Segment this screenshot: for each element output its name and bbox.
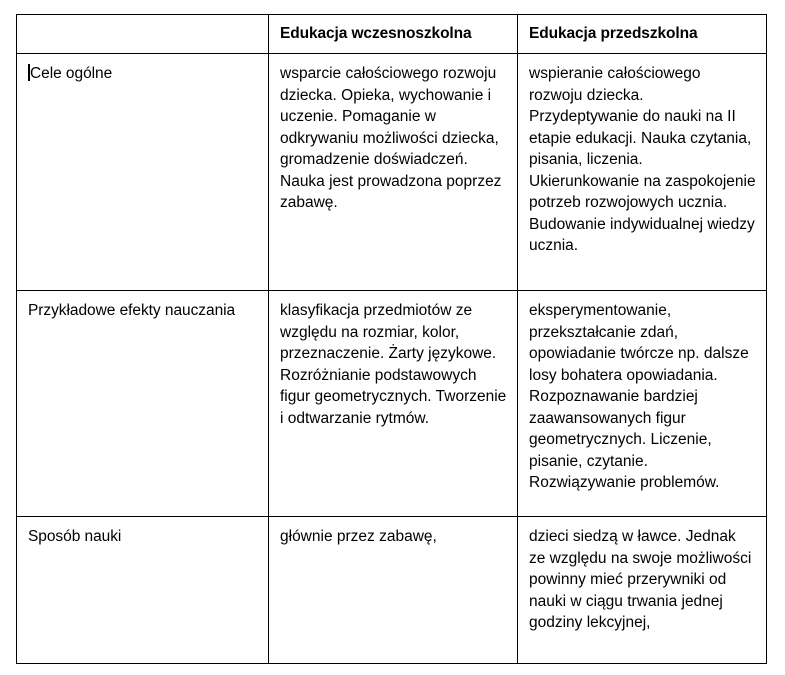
row-label-text: Sposób nauki [28,528,122,545]
comparison-table [16,14,767,664]
table-header [17,15,767,54]
row-label-example-teaching-effects [17,291,269,517]
table-corner-cell [17,15,269,54]
cell-example-effects-preschool [518,291,767,517]
cell-text: głównie przez zabawę, [280,528,437,545]
cell-text: dzieci siedzą w ławce. Jednak ze względu na swoje możliwości powinny mieć przerywniki od nauki w ciągu trwania jednej godziny lekcyjnej, [529,528,752,631]
column-header-early-school-education: Edukacja wczesnoszkolna [269,15,518,54]
cell-general-goals-early-school [269,54,518,291]
table-body [17,54,767,664]
cell-text: wspieranie całościowego rozwoju dziecka. Przydeptywanie do nauki na II etapie edukacji. Nauka czytania, pisania, liczenia. Ukierunkowanie na zaspokojenie potrzeb rozwojowych ucznia. Budowanie indywidualnej wiedzy ucznia. [529,65,756,254]
cell-text: klasyfikacja przedmiotów ze względu na rozmiar, kolor, przeznaczenie. Żarty językowe. Rozróżnianie podstawowych figur geometrycznych. Tworzenie i odtwarzanie rytmów. [280,302,507,427]
cell-example-effects-early-school [269,291,518,517]
row-label-learning-method [17,517,269,664]
table-header-row [17,15,767,54]
cell-text: wsparcie całościowego rozwoju dziecka. Opieka, wychowanie i uczenie. Pomaganie w odkrywaniu możliwości dziecka, gromadzenie doświadczeń. Nauka jest prowadzona poprzez zabawę. [280,65,502,211]
row-label-text: Cele ogólne [30,65,113,82]
cell-general-goals-preschool [518,54,767,291]
table-row [17,517,767,664]
cell-text: eksperymentowanie, przekształcanie zdań, opowiadanie twórcze np. dalsze losy bohatera opowiadania. Rozpoznawanie bardziej zaawansowanych figur geometrycznych. Liczenie, pisanie, czytanie. Rozwiązywanie problemów. [529,302,749,491]
row-label-text: Przykładowe efekty nauczania [28,302,236,319]
column-header-preschool-education: Edukacja przedszkolna [518,15,767,54]
cell-learning-method-preschool [518,517,767,664]
row-label-general-goals [17,54,269,291]
table-row [17,54,767,291]
table-row [17,291,767,517]
cell-learning-method-early-school [269,517,518,664]
